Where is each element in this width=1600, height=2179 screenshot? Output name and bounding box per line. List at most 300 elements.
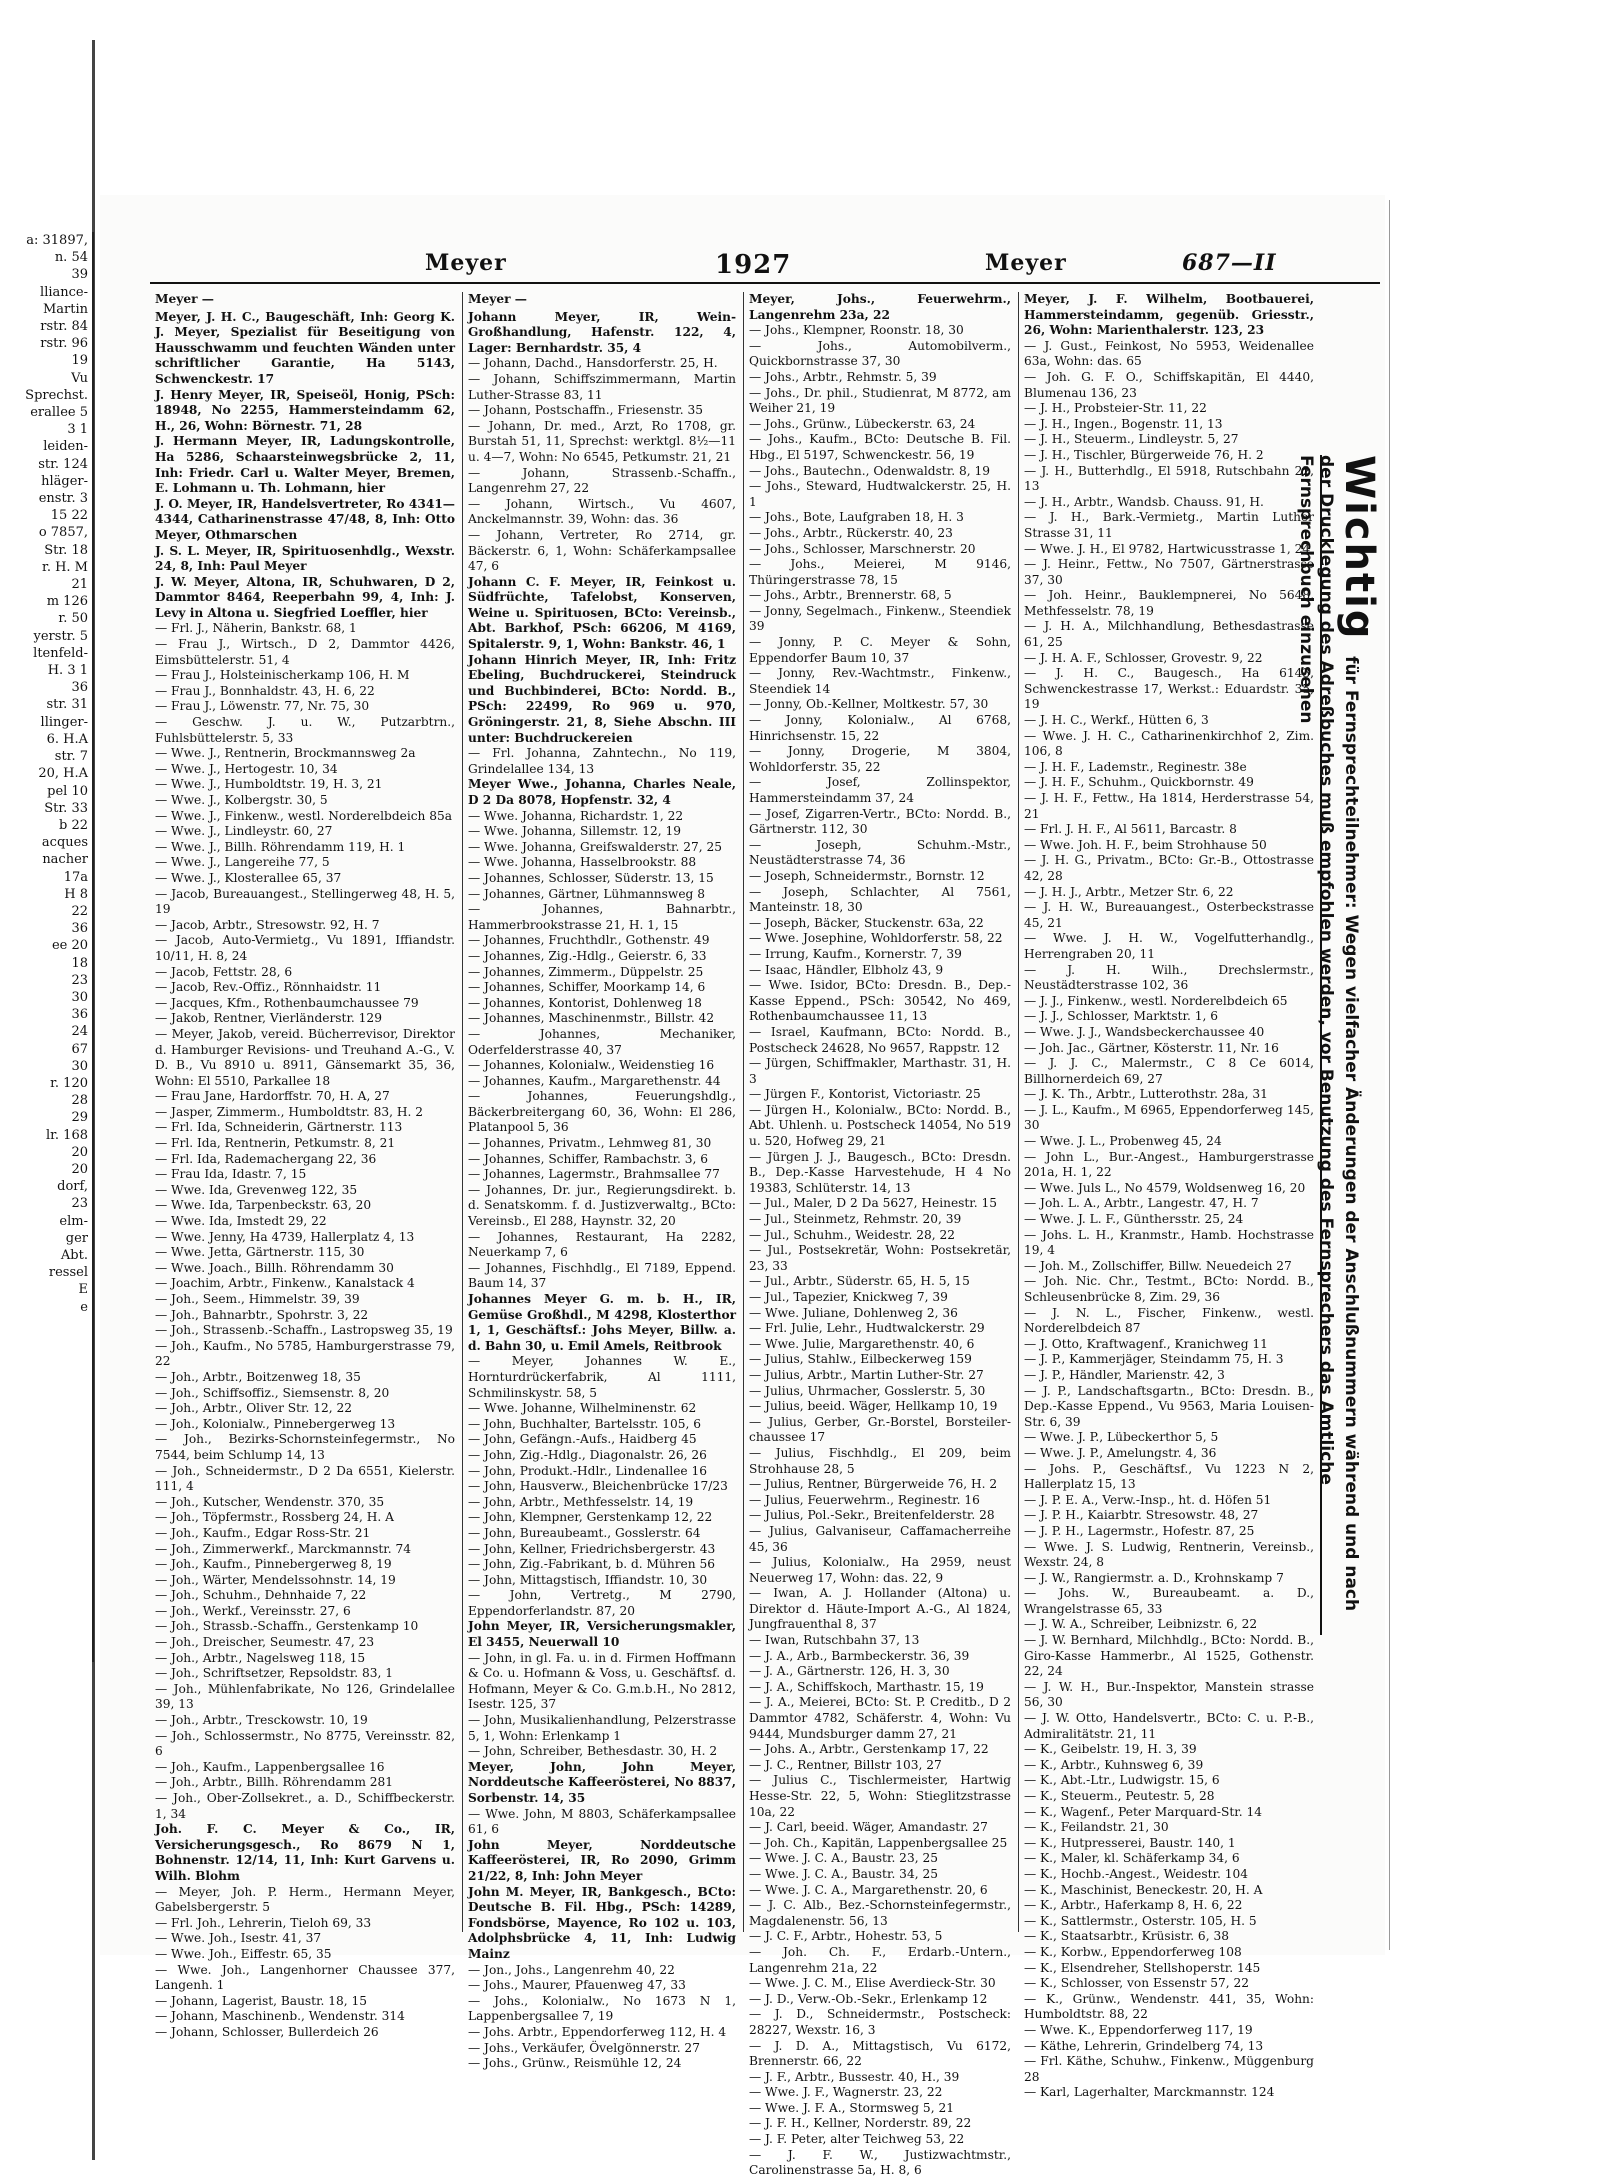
directory-entry: — Wwe. K., Eppendorferweg 117, 19 xyxy=(1024,2022,1253,2037)
directory-entry: — Joh. G. F. O., Schiffskapitän, El 4440, Blumenau 136, 23 xyxy=(1024,369,1314,400)
directory-entry: — Johs., Schlosser, Marschnerstr. 20 xyxy=(749,541,976,556)
directory-entry: — Johs., Verkäufer, Övelgönnerstr. 27 xyxy=(468,2040,700,2055)
directory-entry: — Irrung, Kaufm., Kornerstr. 7, 39 xyxy=(749,946,962,961)
directory-entry: — Meyer, Johannes W. E., Hornturdrückerfabrik, Al 1111, Schmilinskystr. 58, 5 xyxy=(468,1354,736,1400)
directory-entry: — Johannes, Schlosser, Süderstr. 13, 15 xyxy=(468,870,714,885)
directory-entry: — J. H. G., Privatm., BCto: Gr.-B., Ottostrasse 42, 28 xyxy=(1024,853,1314,883)
directory-entry: — Joachim, Arbtr., Finkenw., Kanalstack 4 xyxy=(155,1276,415,1291)
sliver-line: m 126 xyxy=(46,594,88,610)
directory-entry: — Johs., Grünw., Reismühle 12, 24 xyxy=(468,2056,682,2071)
sliver-line: ee 20 xyxy=(51,938,88,954)
directory-entry: — Joh., Seem., Himmelstr. 39, 39 xyxy=(155,1292,360,1306)
directory-entry: — J. J. C., Malermstr., C 8 Ce 6014, Billhornerdeich 69, 27 xyxy=(1024,1056,1314,1086)
directory-entry: — J. H., Ingen., Bogenstr. 11, 13 xyxy=(1024,416,1223,431)
directory-entry: — Julius, Fischhdlg., El 209, beim Strohhause 28, 5 xyxy=(749,1445,1011,1476)
sliver-line: 20 xyxy=(71,1161,88,1177)
directory-entry: — J. H. A. F., Schlosser, Grovestr. 9, 22 xyxy=(1024,650,1263,665)
directory-entry: — K., Maler, kl. Schäferkamp 34, 6 xyxy=(1024,1851,1240,1866)
directory-entry: — Joh., Schriftsetzer, Repsoldstr. 83, 1 xyxy=(155,1666,394,1681)
directory-entry: — Johs., Steward, Hudtwalckerstr. 25, H. 1 xyxy=(749,479,1011,509)
directory-entry: — Joh., Kaufm., Pinnebergerweg 8, 19 xyxy=(155,1557,392,1572)
directory-entry: — John, Gefängn.-Aufs., Haidberg 45 xyxy=(468,1432,697,1447)
directory-entry: — Jul., Steinmetz, Rehmstr. 20, 39 xyxy=(749,1212,962,1227)
directory-entry: — Julius, Arbtr., Martin Luther-Str. 27 xyxy=(749,1367,984,1382)
directory-entry: — Wwe. J., Humboldtstr. 19, H. 3, 21 xyxy=(155,777,383,792)
directory-entry: — K., Maschinist, Beneckestr. 20, H. A xyxy=(1024,1882,1263,1897)
directory-entry: — Jon., Johs., Langenrehm 40, 22 xyxy=(468,1962,675,1977)
directory-entry: — J. Carl, beeid. Wäger, Amandastr. 27 xyxy=(749,1820,988,1835)
directory-entry: — J. A., Arb., Barmbeckerstr. 36, 39 xyxy=(749,1648,970,1663)
directory-entry: — K., Hutpresserei, Baustr. 140, 1 xyxy=(1024,1835,1236,1850)
directory-entry: — Julius, beeid. Wäger, Hellkamp 10, 19 xyxy=(749,1399,998,1414)
sliver-line: r. 50 xyxy=(58,611,88,627)
directory-entry: — Jonny, Segelmach., Finkenw., Steendiek 39 xyxy=(749,603,1011,634)
sliver-line: 20, H.A xyxy=(38,766,88,782)
directory-entry: — Joh., Bezirks-Schornsteinfegermstr., No 7544, beim Schlump 14, 13 xyxy=(155,1432,455,1462)
directory-entry: — Johannes, Dr. jur., Regierungsdirekt. b. d. Senatskomm. f. d. Justizverwaltg., BCto: Vereinsb., El 288, Haynstr. 32, 20 xyxy=(468,1182,736,1229)
directory-entry: — K., Schlosser, von Essenstr 57, 22 xyxy=(1024,1976,1250,1991)
left-page-sliver xyxy=(0,232,94,1662)
directory-entry: — Joh., Schuhm., Dehnhaide 7, 22 xyxy=(155,1588,367,1603)
directory-entry: — Wwe. J. H., El 9782, Hartwicusstrasse 1, 24 xyxy=(1024,541,1311,556)
directory-entry: — Johannes, Privatm., Lehmweg 81, 30 xyxy=(468,1136,712,1151)
directory-entry: — J. H. F., Fettw., Ha 1814, Herderstrasse 54, 21 xyxy=(1024,791,1314,821)
directory-entry: — K., Korbw., Eppendorferweg 108 xyxy=(1024,1944,1242,1959)
directory-entry: — Wwe. J. L., Probenweg 45, 24 xyxy=(1024,1134,1222,1149)
directory-entry: — John, Produkt.-Hdlr., Lindenallee 16 xyxy=(468,1463,708,1478)
sliver-line: 3 1 xyxy=(67,422,88,438)
directory-entry: — Johs., Dr. phil., Studienrat, M 8772, am Weiher 21, 19 xyxy=(749,385,1011,416)
directory-entry: — Käthe, Lehrerin, Grindelberg 74, 13 xyxy=(1024,2038,1264,2053)
column-1 xyxy=(155,292,455,2039)
directory-entry: Meyer, Johs., Feuerwehrm., Langenrehm 23a, 22 xyxy=(749,292,1011,322)
directory-entry: — Johs., Arbtr., Rehmstr. 5, 39 xyxy=(749,369,937,384)
directory-entry: — Joh., Bahnarbtr., Spohrstr. 3, 22 xyxy=(155,1307,369,1322)
directory-entry: — J. K. Th., Arbtr., Lutterothstr. 28a, 31 xyxy=(1024,1087,1268,1102)
directory-entry: — Wwe. Juls L., No 4579, Woldsenweg 16, 20 xyxy=(1024,1180,1306,1195)
directory-entry: — J. F., Arbtr., Bussestr. 40, H., 39 xyxy=(749,2069,960,2084)
directory-entry: — Johs., Kaufm., BCto: Deutsche B. Fil. Hbg., El 5197, Schwenckestr. 56, 19 xyxy=(749,432,1011,462)
header-left-name: Meyer xyxy=(425,250,507,276)
directory-entry: — Joh. Jac., Gärtner, Kösterstr. 11, Nr. 16 xyxy=(1024,1040,1279,1055)
sliver-line: pel 10 xyxy=(47,783,88,799)
directory-entry: — Joh., Ober-Zollsekret., a. D., Schiffbeckerstr. 1, 34 xyxy=(155,1791,455,1821)
directory-entry: — Wwe. J., Klosterallee 65, 37 xyxy=(155,870,342,885)
column-continuation-heading: Meyer — xyxy=(468,292,527,306)
directory-entry: — Wwe. Juliane, Dohlenweg 2, 36 xyxy=(749,1305,958,1320)
directory-entry: — Johannes, Restaurant, Ha 2282, Neuerkamp 7, 6 xyxy=(468,1229,736,1260)
directory-entry: — J. W. A., Schreiber, Leibnizstr. 6, 22 xyxy=(1024,1617,1258,1632)
directory-entry: — Meyer, Jakob, vereid. Bücherrevisor, Direktor d. Hamburger Revisions- und Treuhand A.-G., V. D. B., Vu 8910 u. 8911, Gänsemarkt 35, 36, Wohn: El 5510, Parkallee 18 xyxy=(155,1026,455,1088)
directory-entry: — Meyer, Joh. P. Herm., Hermann Meyer, Gabelsbergerstr. 5 xyxy=(155,1884,455,1915)
directory-entry: — Joh., Töpfermstr., Rossberg 24, H. A xyxy=(155,1510,394,1525)
directory-entry: — K., Sattlermstr., Osterstr. 105, H. 5 xyxy=(1024,1913,1257,1928)
directory-entry: — Frau Jane, Hardorffstr. 70, H. A, 27 xyxy=(155,1089,390,1104)
directory-entry: — John, Buchhalter, Bartelsstr. 105, 6 xyxy=(468,1416,702,1431)
directory-entry: — John, Arbtr., Methfesselstr. 14, 19 xyxy=(468,1494,694,1509)
directory-entry: — J. C. Alb., Bez.-Schornsteinfegermstr., Magdalenenstr. 56, 13 xyxy=(749,1898,1011,1928)
sliver-line: 20 xyxy=(71,1144,88,1160)
directory-entry: — J. N. L., Fischer, Finkenw., westl. Norderelbdeich 87 xyxy=(1024,1305,1314,1336)
directory-entry: — John, Vertretg., M 2790, Eppendorferlandstr. 87, 20 xyxy=(468,1588,736,1618)
directory-entry: — Wwe. J. F., Wagnerstr. 23, 22 xyxy=(749,2085,943,2100)
sliver-line: Martin xyxy=(42,301,88,317)
directory-entry: — Julius, Galvaniseur, Caffamacherreihe 45, 36 xyxy=(749,1523,1011,1554)
directory-entry: — J. P. H., Kaiarbtr. Stresowstr. 48, 27 xyxy=(1024,1508,1259,1523)
directory-entry: — Joh., Strassenb.-Schaffn., Lastropsweg 35, 19 xyxy=(155,1323,453,1338)
directory-entry: — Jul., Arbtr., Süderstr. 65, H. 5, 15 xyxy=(749,1274,970,1289)
directory-entry: — J. H. W., Bureauangest., Osterbeckstrasse 45, 21 xyxy=(1024,900,1314,930)
sliver-line: 36 xyxy=(71,1007,88,1023)
directory-entry: — Wwe. J. C. M., Elise Averdieck-Str. 30 xyxy=(749,1976,996,1991)
sliver-line: hläger- xyxy=(41,473,88,489)
directory-entry: — Wwe. J., Hertogestr. 10, 34 xyxy=(155,761,338,776)
directory-entry: — J. H., Probsteier-Str. 11, 22 xyxy=(1024,401,1207,416)
directory-entry: — Joh. Heinr., Bauklempnerei, No 5648, Methfesselstr. 78, 19 xyxy=(1024,588,1314,618)
directory-entry: — Wwe. J. J., Wandsbeckerchaussee 40 xyxy=(1024,1024,1265,1039)
directory-entry: — Wwe. Josephine, Wohldorferstr. 58, 22 xyxy=(749,931,1003,946)
sliver-line: acques xyxy=(41,835,88,851)
sliver-line: ger xyxy=(65,1230,88,1246)
sliver-line: 67 xyxy=(71,1041,88,1057)
directory-entry: — Johannes, Maschinenmstr., Billstr. 42 xyxy=(468,1011,715,1026)
sliver-line: 6. H.A xyxy=(46,731,88,747)
directory-entry: — K., Staatsarbtr., Krüsistr. 6, 38 xyxy=(1024,1929,1229,1944)
sliver-line: Str. 33 xyxy=(44,800,88,816)
directory-entry: — Johannes, Lagermstr., Brahmsallee 77 xyxy=(468,1167,720,1182)
directory-entry: J. S. L. Meyer, IR, Spirituosenhdlg., Wexstr. 24, 8, Inh: Paul Meyer xyxy=(155,543,455,574)
directory-entry: — Frau J., Löwenstr. 77, Nr. 75, 30 xyxy=(155,699,370,714)
directory-entry: — Johs., Arbtr., Brennerstr. 68, 5 xyxy=(749,588,952,603)
sliver-line: b 22 xyxy=(59,817,88,833)
sliver-line: E xyxy=(78,1282,88,1298)
directory-entry: — J. A., Schiffskoch, Marthastr. 15, 19 xyxy=(749,1679,984,1694)
directory-entry: J. Hermann Meyer, IR, Ladungskontrolle, Ha 5286, Schaarsteinwegsbrücke 2, 11, Inh: Friedr. Carl u. Walter Meyer, Bremen, E. Lohmann u. Th. Lohmann, hier xyxy=(155,434,455,496)
directory-entry: — Wwe. J. H. C., Catharinenkirchhof 2, Zim. 106, 8 xyxy=(1024,728,1314,759)
column-divider-3 xyxy=(1018,292,1019,1932)
notice-text: für Fernsprechteilnehmer: Wegen vielfacher Änderungen der Anschlußnummern während und nach der Drucklegung des Adreßbuches muß empfohlen werden, vor Benutzung des Fernsprechers das Amtliche Fernsprechbuch einzusehen xyxy=(1296,455,1361,1612)
directory-entry: John M. Meyer, IR, Bankgesch., BCto: Deutsche B. Fil. Hbg., PSch: 14289, Fondsbörse, Mayence, Ro 102 u. 103, Adolphsbrücke 4, 11, Inh: Ludwig Mainz xyxy=(468,1884,736,1961)
directory-entry: — J. P. E. A., Verw.-Insp., ht. d. Höfen 51 xyxy=(1024,1492,1272,1507)
directory-entry: — Frl. Ida, Rademachergang 22, 36 xyxy=(155,1151,377,1166)
sliver-line: str. 7 xyxy=(54,749,88,765)
directory-entry: — Frl. J. H. F., Al 5611, Barcastr. 8 xyxy=(1024,822,1237,837)
directory-entry: — Jonny, Kolonialw., Al 6768, Hinrichsenstr. 15, 22 xyxy=(749,713,1011,743)
sliver-line: str. 124 xyxy=(38,456,88,472)
directory-entry: — Johannes, Schiffer, Moorkamp 14, 6 xyxy=(468,980,706,995)
directory-entry: — J. W. Bernhard, Milchhdlg., BCto: Nordd. B., Giro-Kasse Hammerbr., Al 1525, Gothenstr. 22, 24 xyxy=(1024,1633,1314,1679)
column-4 xyxy=(1024,292,1314,2100)
notice-heading: Wichtig xyxy=(1336,455,1382,641)
sliver-line: nacher xyxy=(42,852,88,868)
sliver-line: 39 xyxy=(71,267,88,283)
sliver-line: n. 54 xyxy=(54,250,88,266)
directory-entry: — Joseph, Bäcker, Stuckenstr. 63a, 22 xyxy=(749,915,984,930)
directory-entry: — Wwe. J. C. A., Margarethenstr. 20, 6 xyxy=(749,1882,988,1897)
sliver-line: H 8 xyxy=(64,886,88,902)
sliver-line: erallee 5 xyxy=(30,405,88,421)
directory-entry: — Wwe. Johanna, Sillemstr. 12, 19 xyxy=(468,824,681,839)
directory-entry: — Johann, Maschinenb., Wendenstr. 314 xyxy=(155,2009,405,2024)
directory-entry: — Jul., Schuhm., Weidestr. 28, 22 xyxy=(749,1227,956,1242)
directory-entry: — Johs., Grünw., Lübeckerstr. 63, 24 xyxy=(749,416,976,431)
directory-entry: — Joh. Ch., Kapitän, Lappenbergsallee 25 xyxy=(749,1835,1008,1850)
directory-entry: — Wwe. Joh., Isestr. 41, 37 xyxy=(155,1931,322,1946)
directory-entry: — John, Musikalienhandlung, Pelzerstrasse 5, 1, Wohn: Erlenkamp 1 xyxy=(468,1713,736,1743)
sliver-line: o 7857, xyxy=(38,525,88,541)
directory-entry: — J. Heinr., Fettw., No 7507, Gärtnerstrasse 37, 30 xyxy=(1024,557,1314,587)
directory-entry: — J. L., Kaufm., M 6965, Eppendorferweg 145, 30 xyxy=(1024,1102,1314,1133)
directory-entry: — J. W. H., Bur.-Inspektor, Manstein strasse 56, 30 xyxy=(1024,1679,1314,1710)
directory-entry: — Frau J., Bonnhaldstr. 43, H. 6, 22 xyxy=(155,683,375,698)
directory-entry: — John L., Bur.-Angest., Hamburgerstrasse 201a, H. 1, 22 xyxy=(1024,1149,1314,1180)
directory-entry: — Joh., Zimmerwerkf., Marckmannstr. 74 xyxy=(155,1541,412,1556)
directory-entry: — Julius, Kolonialw., Ha 2959, neust Neuerweg 17, Wohn: das. 22, 9 xyxy=(749,1555,1011,1585)
directory-entry: — Joh. M., Zollschiffer, Billw. Neuedeich 27 xyxy=(1024,1258,1292,1273)
directory-entry: — Wwe. Joh., Eiffestr. 65, 35 xyxy=(155,1946,332,1961)
directory-entry: — Wwe. J., Rentnerin, Brockmannsweg 2a xyxy=(155,746,416,761)
header-page-number: 687—II xyxy=(1182,250,1277,276)
directory-entry: — Joh., Werkf., Vereinsstr. 27, 6 xyxy=(155,1603,351,1618)
directory-entry: — Johann, Postschaffn., Friesenstr. 35 xyxy=(468,403,703,418)
directory-entry: Johann Meyer, IR, Wein-Großhandlung, Hafenstr. 122, 4, Lager: Bernhardstr. 35, 4 xyxy=(468,309,736,355)
directory-entry: — J. P., Landschaftsgartn., BCto: Dresdn. B., Dep.-Kasse Eppend., Vu 9563, Maria Louisen-Str. 6, 39 xyxy=(1024,1383,1314,1429)
directory-entry: — Frl. J., Näherin, Bankstr. 68, 1 xyxy=(155,621,357,636)
directory-entry: — Wwe. Ida, Grevenweg 122, 35 xyxy=(155,1182,358,1197)
sliver-line: a: 31897, xyxy=(26,233,88,248)
directory-entry: — Joh., Mühlenfabrikate, No 126, Grindelallee 39, 13 xyxy=(155,1681,455,1712)
directory-entry: — J. D., Schneidermstr., Postscheck: 28227, Wexstr. 16, 3 xyxy=(749,2007,1011,2037)
sliver-line: r. 120 xyxy=(50,1075,88,1091)
directory-entry: — Wwe. John, M 8803, Schäferkampsallee 61, 6 xyxy=(468,1806,736,1837)
directory-entry: — J. P. H., Lagermstr., Hofestr. 87, 25 xyxy=(1024,1523,1255,1538)
sliver-line: 30 xyxy=(71,1058,88,1074)
directory-entry: — Wwe. Ida, Tarpenbeckstr. 63, 20 xyxy=(155,1198,372,1213)
directory-entry: — J. H. C., Baugesch., Ha 6143, Schwenckestrasse 17, Werkst.: Eduardstr. 35, 19 xyxy=(1024,666,1314,712)
directory-entry: — Johann, Dachd., Hansdorferstr. 25, H. xyxy=(468,356,718,371)
sliver-line: 36 xyxy=(71,921,88,937)
sliver-line: 23 xyxy=(71,972,88,988)
directory-entry: — J. A., Meierei, BCto: St. P. Creditb., D 2 Dammtor 4782, Schäferstr. 4, Wohn: Vu 9444, Mundsburger damm 27, 21 xyxy=(749,1695,1011,1741)
directory-entry: — Wwe. J. C. A., Baustr. 34, 25 xyxy=(749,1866,938,1881)
directory-entry: — K., Feilandstr. 21, 30 xyxy=(1024,1820,1169,1835)
directory-entry: — K., Hochb.-Angest., Weidestr. 104 xyxy=(1024,1866,1248,1881)
sliver-line: enstr. 3 xyxy=(38,491,88,507)
directory-entry: — Joh., Strassb.-Schaffn., Gerstenkamp 10 xyxy=(155,1619,419,1634)
directory-entry: — Jacques, Kfm., Rothenbaumchaussee 79 xyxy=(155,995,419,1010)
directory-entry: — Julius, Rentner, Bürgerweide 76, H. 2 xyxy=(749,1477,998,1492)
sliver-line: ressel xyxy=(48,1265,88,1281)
sliver-line: 22 xyxy=(71,903,88,919)
directory-entry: — Wwe. Johanne, Wilhelminenstr. 62 xyxy=(468,1401,697,1416)
directory-entry: — Jonny, Drogerie, M 3804, Wohldorferstr. 35, 22 xyxy=(749,744,1011,774)
directory-entry: — J. D. A., Mittagstisch, Vu 6172, Brennerstr. 66, 22 xyxy=(749,2038,1011,2069)
directory-entry: — Wwe. Isidor, BCto: Dresdn. B., Dep.-Kasse Eppend., PSch: 30542, No 469, Rothenbaumchaussee 11, 13 xyxy=(749,978,1011,1024)
directory-entry: — Johannes, Feuerungshdlg., Bäckerbreitergang 60, 36, Wohn: El 286, Platanpool 5, 36 xyxy=(468,1089,736,1135)
sliver-line: lliance- xyxy=(40,284,88,300)
directory-entry: — Jürgen J. J., Baugesch., BCto: Dresdn. B., Dep.-Kasse Harvestehude, H 4 No 19383, Schlüterstr. 14, 13 xyxy=(749,1149,1011,1195)
directory-entry: — J. C., Rentner, Billstr 103, 27 xyxy=(749,1757,942,1772)
directory-entry: — Jasper, Zimmerm., Humboldtstr. 83, H. 2 xyxy=(155,1104,423,1119)
sliver-line: rstr. 96 xyxy=(40,336,88,352)
directory-entry: — J. F. W., Justizwachtmstr., Carolinenstrasse 5a, H. 8, 6 xyxy=(749,2147,1011,2178)
directory-entry: — Jacob, Auto-Vermietg., Vu 1891, Iffiandstr. 10/11, H. 8, 24 xyxy=(155,933,455,963)
directory-entry: — J. H. A., Milchhandlung, Bethesdastrasse 61, 25 xyxy=(1024,619,1314,650)
directory-entry: — Julius, Pol.-Sekr., Breitenfelderstr. 28 xyxy=(749,1508,995,1523)
directory-entry: — Joh., Arbtr., Tresckowstr. 10, 19 xyxy=(155,1713,368,1728)
sliver-line: 36 xyxy=(71,680,88,696)
directory-entry: Meyer, John, John Meyer, Norddeutsche Kaffeerösterei, No 8837, Sorbenstr. 14, 35 xyxy=(468,1759,736,1805)
directory-entry: — Joh., Arbtr., Boitzenweg 18, 35 xyxy=(155,1369,361,1384)
sliver-line: 19 xyxy=(71,353,88,369)
directory-entry: — Johs., Kolonialw., No 1673 N 1, Lappenbergsallee 7, 19 xyxy=(468,1993,736,2024)
directory-entry: — Jacob, Arbtr., Stresowstr. 92, H. 7 xyxy=(155,917,380,932)
directory-entry: — J. J., Schlosser, Marktstr. 1, 6 xyxy=(1024,1009,1219,1024)
sliver-line: e xyxy=(80,1299,88,1315)
directory-entry: — Jonny, Rev.-Wachtmstr., Finkenw., Steendiek 14 xyxy=(749,666,1011,696)
directory-entry: — J. H., Butterhdlg., El 5918, Rutschbahn 22, 13 xyxy=(1024,463,1314,494)
directory-entry: — J. F. Peter, alter Teichweg 53, 22 xyxy=(749,2132,965,2147)
directory-entry: — Frl. Johanna, Zahntechn., No 119, Grindelallee 134, 13 xyxy=(468,746,736,776)
directory-entry: — Johs., Meierei, M 9146, Thüringerstrasse 78, 15 xyxy=(749,557,1011,587)
directory-entry: — Joseph, Schuhm.-Mstr., Neustädterstrasse 74, 36 xyxy=(749,837,1011,868)
directory-entry: — Jonny, P. C. Meyer & Sohn, Eppendorfer Baum 10, 37 xyxy=(749,635,1011,665)
sliver-line: 17a xyxy=(63,869,88,885)
directory-entry: — Julius, Stahlw., Eilbeckerweg 159 xyxy=(749,1352,972,1367)
directory-entry: — Geschw. J. u. W., Putzarbtrn., Fuhlsbüttelerstr. 5, 33 xyxy=(155,715,455,745)
directory-entry: — Wwe. J. S. Ludwig, Rentnerin, Vereinsb., Wexstr. 24, 8 xyxy=(1024,1539,1314,1570)
directory-entry: — Johannes, Bahnarbtr., Hammerbrookstrasse 21, H. 1, 15 xyxy=(468,902,736,932)
directory-entry: — Johs. P., Geschäftsf., Vu 1223 N 2, Hallerplatz 15, 13 xyxy=(1024,1461,1314,1492)
directory-entry: — J. J., Finkenw., westl. Norderelbdeich 65 xyxy=(1024,993,1288,1008)
directory-entry: — Julius, Gerber, Gr.-Borstel, Borsteiler-chaussee 17 xyxy=(749,1414,1011,1445)
directory-entry: — Joh. L. A., Arbtr., Langestr. 47, H. 7 xyxy=(1024,1196,1259,1211)
directory-entry: — J. W. Otto, Handelsvertr., BCto: C. u. P.-B., Admiralitätstr. 21, 11 xyxy=(1024,1711,1314,1741)
sliver-line: rstr. 84 xyxy=(40,319,88,335)
directory-entry: — Joh., Kaufm., No 5785, Hamburgerstrasse 79, 22 xyxy=(155,1338,455,1369)
column-divider-1 xyxy=(462,292,463,1932)
directory-entry: — J. H. C., Werkf., Hütten 6, 3 xyxy=(1024,713,1209,728)
directory-entry: — Wwe. J., Lindleystr. 60, 27 xyxy=(155,824,333,839)
directory-entry: — Jakob, Rentner, Vierländerstr. 129 xyxy=(155,1011,382,1026)
directory-entry: — Joh., Arbtr., Billh. Röhrendamm 281 xyxy=(155,1775,394,1790)
column-continuation-heading: Meyer — xyxy=(155,292,214,306)
directory-entry: — Joh., Dreischer, Seumestr. 47, 23 xyxy=(155,1635,375,1650)
directory-entry: — Johann, Strassenb.-Schaffn., Langenrehm 27, 22 xyxy=(468,465,736,496)
directory-entry: — J. A., Gärtnerstr. 126, H. 3, 30 xyxy=(749,1664,950,1679)
directory-entry: — Josef, Zigarren-Vertr., BCto: Nordd. B., Gärtnerstr. 112, 30 xyxy=(749,806,1011,837)
sliver-line: ltenfeld- xyxy=(33,645,88,661)
directory-entry: — K., Abt.-Ltr., Ludwigstr. 15, 6 xyxy=(1024,1773,1220,1788)
sliver-line: 30 xyxy=(71,989,88,1005)
directory-entry: — J. Gust., Feinkost, No 5953, Weidenallee 63a, Wohn: das. 65 xyxy=(1024,338,1314,369)
column-2 xyxy=(468,292,736,2071)
directory-entry: — J. P., Händler, Marienstr. 42, 3 xyxy=(1024,1367,1225,1382)
directory-entry: — J. Otto, Kraftwagenf., Kranichweg 11 xyxy=(1024,1336,1268,1351)
directory-entry: — Jacob, Rev.-Offiz., Rönnhaidstr. 11 xyxy=(155,980,382,995)
directory-entry: — Frau Ida, Idastr. 7, 15 xyxy=(155,1167,307,1182)
directory-entry: — J. W., Rangiermstr. a. D., Krohnskamp 7 xyxy=(1024,1570,1284,1585)
directory-entry: — Joh. Ch. F., Erdarb.-Untern., Langenrehm 21a, 22 xyxy=(749,1944,1011,1975)
sliver-line: Abt. xyxy=(60,1247,88,1263)
sliver-line: r. H. M xyxy=(42,559,88,575)
directory-entry: — Wwe. J. F. A., Stormsweg 5, 21 xyxy=(749,2100,954,2115)
directory-entry: — Frl. Ida, Schneiderin, Gärtnerstr. 113 xyxy=(155,1120,403,1135)
sliver-line: 23 xyxy=(71,1196,88,1212)
directory-entry: — Jul., Maler, D 2 Da 5627, Heinestr. 15 xyxy=(749,1196,998,1211)
directory-entry: — Julius, Uhrmacher, Gosslerstr. 5, 30 xyxy=(749,1383,986,1398)
directory-entry: — John, in gl. Fa. u. in d. Firmen Hoffmann & Co. u. Hofmann & Voss, u. Geschäftsf. d. Hofmann, Meyer & Co. G.m.b.H., No 2812, Isestr. 125, 37 xyxy=(468,1650,736,1712)
directory-entry: — Johannes, Zig.-Hdlg., Geierstr. 6, 33 xyxy=(468,948,707,963)
directory-entry: — Karl, Lagerhalter, Marckmannstr. 124 xyxy=(1024,2085,1275,2100)
directory-entry: J. W. Meyer, Altona, IR, Schuhwaren, D 2, Dammtor 8464, Reeperbahn 99, 4, Inh: J. Levy in Altona u. Siegfried Loeffler, hier xyxy=(155,574,455,620)
sliver-line: elm- xyxy=(59,1213,88,1229)
directory-entry: — J. H., Bark.-Vermietg., Martin Luther Strasse 31, 11 xyxy=(1024,510,1314,540)
directory-entry: — Wwe. Joh. H. F., beim Strohhause 50 xyxy=(1024,837,1267,852)
directory-entry: — J. H., Tischler, Bürgerweide 76, H. 2 xyxy=(1024,447,1264,462)
directory-entry: — Jacob, Fettstr. 28, 6 xyxy=(155,964,293,979)
directory-entry: — Frau J., Wirtsch., D 2, Dammtor 4426, Eimsbüttelerstr. 51, 4 xyxy=(155,637,455,667)
column-divider-2 xyxy=(743,292,744,1932)
page-edge xyxy=(1389,200,1390,1950)
sliver-line: H. 3 1 xyxy=(47,663,88,679)
directory-entry: — Johannes, Zimmerm., Düppelstr. 25 xyxy=(468,964,704,979)
directory-entry: — Wwe. Joach., Billh. Röhrendamm 30 xyxy=(155,1260,394,1275)
directory-entry: — Frl. Ida, Rentnerin, Petkumstr. 8, 21 xyxy=(155,1136,396,1151)
header-rule xyxy=(150,282,1380,284)
directory-entry: — Joh., Schiffsoffiz., Siemsenstr. 8, 20 xyxy=(155,1385,390,1400)
directory-entry: — Johann, Wirtsch., Vu 4607, Anckelmannstr. 39, Wohn: das. 36 xyxy=(468,496,736,527)
directory-entry: — Jürgen, Schiffmakler, Marthastr. 31, H. 3 xyxy=(749,1056,1011,1086)
directory-entry: — Johannes, Fischhdlg., El 7189, Eppend. Baum 14, 37 xyxy=(468,1260,736,1291)
sliver-line: llinger- xyxy=(40,714,88,730)
directory-entry: — Johann, Vertreter, Ro 2714, gr. Bäckerstr. 6, 1, Wohn: Schäferkampsallee 47, 6 xyxy=(468,527,736,574)
directory-entry: — Iwan, Rutschbahn 37, 13 xyxy=(749,1633,920,1648)
directory-entry: — Johs. W., Bureaubeamt. a. D., Wrangelstrasse 65, 33 xyxy=(1024,1586,1314,1616)
directory-entry: — Joh., Kaufm., Edgar Ross-Str. 21 xyxy=(155,1525,371,1540)
directory-entry: — Jonny, Ob.-Kellner, Moltkestr. 57, 30 xyxy=(749,697,989,712)
sliver-line: Vu xyxy=(71,370,88,386)
directory-entry: — Wwe. Julie, Margarethenstr. 40, 6 xyxy=(749,1336,975,1351)
directory-entry: — Jürgen H., Kolonialw., BCto: Nordd. B., Abt. Uhlenh. u. Postscheck 14054, No 519 u. 520, Hofweg 29, 21 xyxy=(749,1102,1011,1149)
directory-entry: — Jul., Postsekretär, Wohn: Postsekretär, 23, 33 xyxy=(749,1243,1011,1273)
directory-entry: — Johs., Arbtr., Rückerstr. 40, 23 xyxy=(749,525,953,540)
directory-entry: — Johannes, Kolonialw., Weidenstieg 16 xyxy=(468,1058,715,1073)
directory-entry: — Johann, Lagerist, Baustr. 18, 15 xyxy=(155,1993,368,2008)
directory-entry: — John, Mittagstisch, Iffiandstr. 10, 30 xyxy=(468,1572,708,1587)
directory-entry: — Wwe. Ida, Imstedt 29, 22 xyxy=(155,1214,327,1229)
directory-entry: — Johs., Bote, Laufgraben 18, H. 3 xyxy=(749,510,964,525)
directory-entry: — K., Arbtr., Kuhnsweg 6, 39 xyxy=(1024,1757,1204,1772)
directory-entry: — John, Zig.-Fabrikant, b. d. Mühren 56 xyxy=(468,1557,716,1572)
directory-entry: — Johs., Klempner, Roonstr. 18, 30 xyxy=(749,323,964,338)
sliver-line: yerstr. 5 xyxy=(33,628,88,644)
column-3 xyxy=(749,292,1011,2178)
directory-entry: — Wwe. Johanna, Richardstr. 1, 22 xyxy=(468,808,684,823)
directory-entry: — Josef, Zollinspektor, Hammersteindamm 37, 24 xyxy=(749,775,1011,805)
directory-entry: — Frl. Julie, Lehr., Hudtwalckerstr. 29 xyxy=(749,1321,985,1336)
directory-entry: — Wwe. Johanna, Hasselbrookstr. 88 xyxy=(468,855,697,870)
directory-entry: — Joh., Schneidermstr., D 2 Da 6551, Kielerstr. 111, 4 xyxy=(155,1463,455,1494)
directory-entry: — Johs. A., Arbtr., Gerstenkamp 17, 22 xyxy=(749,1742,989,1757)
directory-entry: — Joseph, Schlachter, Al 7561, Manteinstr. 18, 30 xyxy=(749,884,1011,915)
directory-entry: — J. H. J., Arbtr., Metzer Str. 6, 22 xyxy=(1024,884,1234,899)
directory-entry: — John, Hausverw., Bleichenbrücke 17/23 xyxy=(468,1479,728,1494)
directory-entry: — Joh., Kaufm., Lappenbergsallee 16 xyxy=(155,1759,385,1774)
directory-entry: — Wwe. Jenny, Ha 4739, Hallerplatz 4, 13 xyxy=(155,1229,415,1244)
directory-entry: — Wwe. J., Langereihe 77, 5 xyxy=(155,855,330,870)
directory-entry: — Wwe. Jetta, Gärtnerstr. 115, 30 xyxy=(155,1245,365,1260)
